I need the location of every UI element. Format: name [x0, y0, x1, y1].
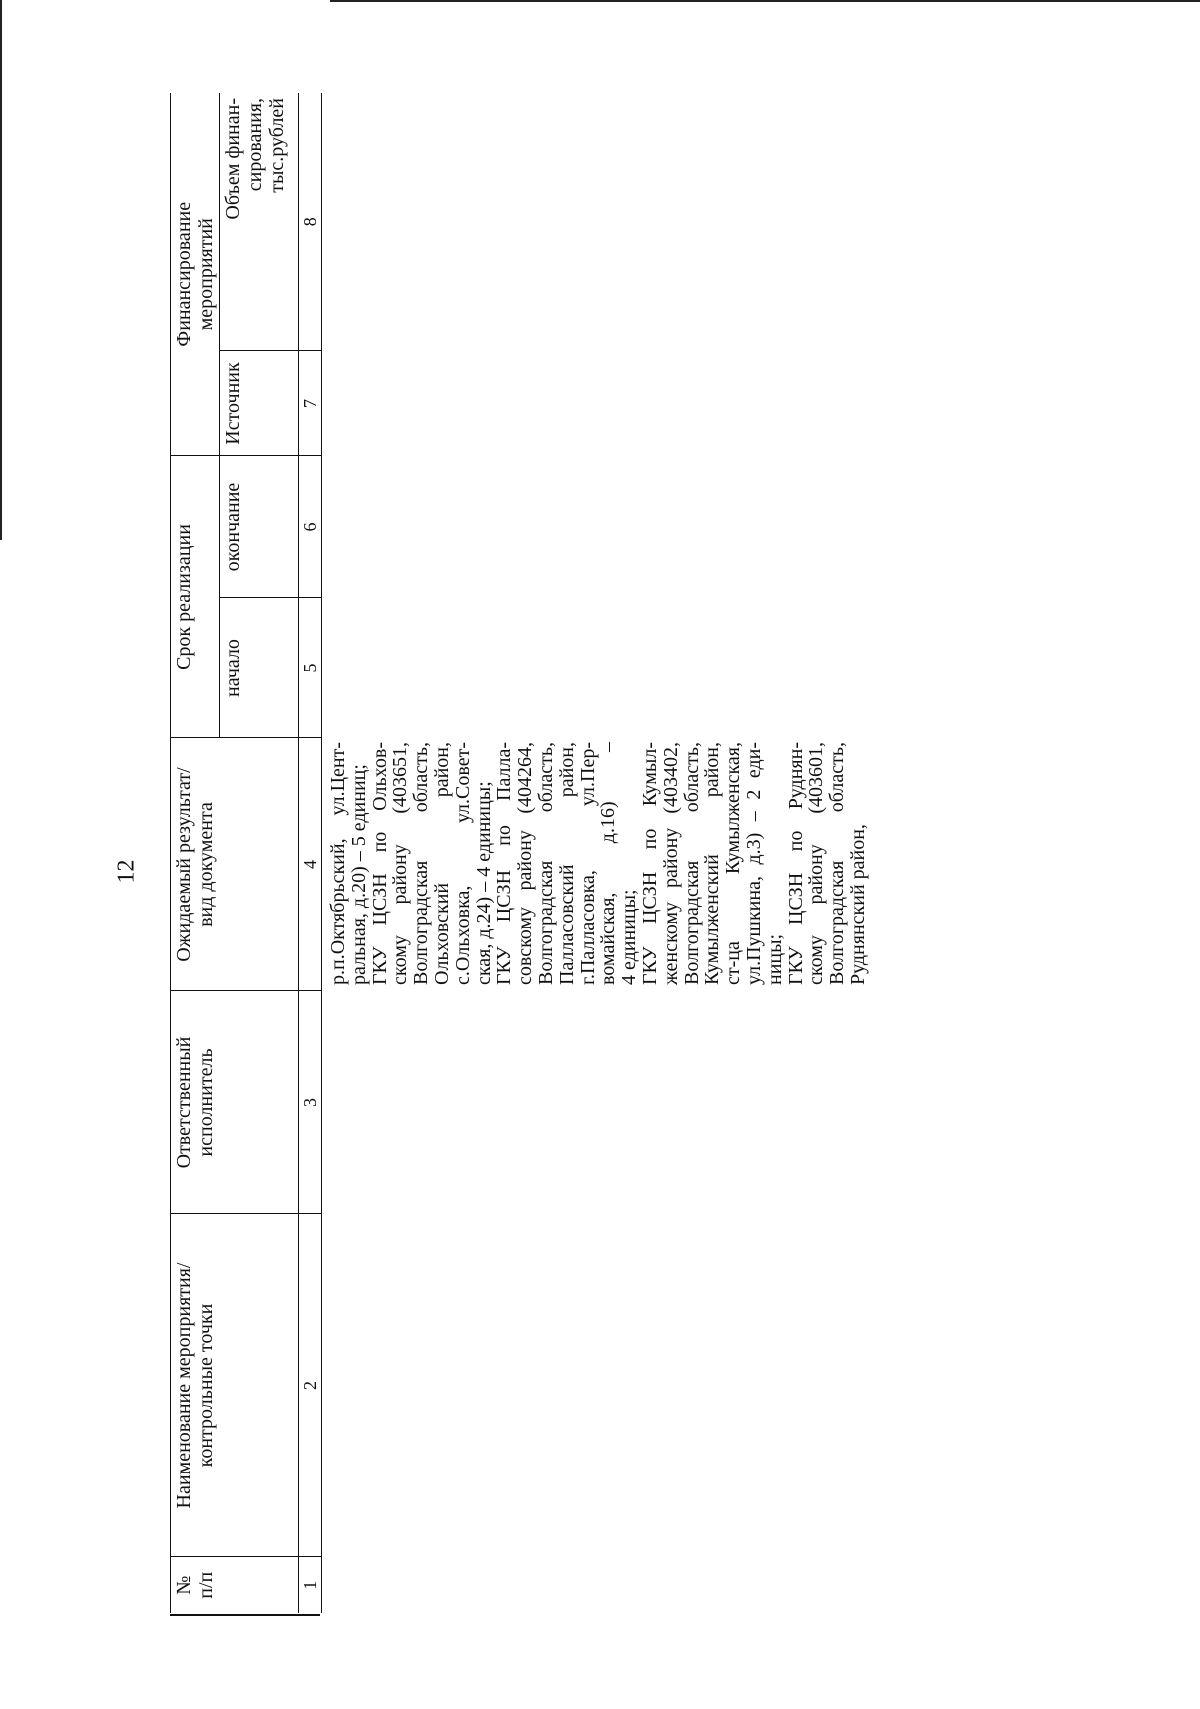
result-line: ул.Пушкина, д.3) – 2 еди-	[742, 742, 765, 985]
header-source: Источник	[220, 351, 299, 456]
result-line: ГКУ ЦСЗН по Палла-	[493, 742, 516, 985]
column-number: 8	[299, 93, 322, 351]
result-line: Кумылженский район,	[701, 742, 724, 985]
result-line: ская, д.24) – 4 единицы;	[472, 781, 495, 985]
result-line: скому району (403651,	[389, 742, 412, 985]
cell-executor	[322, 991, 869, 1214]
column-number: 6	[299, 456, 322, 598]
cell-volume	[322, 93, 869, 351]
result-line: Палласовский район,	[555, 742, 578, 985]
result-line: Ольховский район,	[430, 742, 453, 985]
result-line: р.п.Октябрьский, ул.Цент-	[327, 742, 349, 985]
result-line: Волгоградская область,	[680, 742, 703, 985]
result-line: вомайская, д.16) –	[597, 742, 620, 985]
header-result: Ожидаемый результат/ вид документа	[171, 738, 299, 991]
scan-edge-top	[330, 0, 1200, 2]
result-line: Волгоградская область,	[826, 742, 849, 985]
column-number: 5	[299, 598, 322, 738]
result-line: ГКУ ЦСЗН по Ольхов-	[368, 742, 391, 985]
cell-result	[322, 738, 869, 991]
cell-term-start	[322, 598, 869, 738]
header-no: № п/п	[171, 1557, 299, 1613]
cell-term-end	[322, 456, 869, 598]
plan-table	[170, 93, 869, 1613]
cell-no	[322, 1557, 869, 1613]
column-number: 3	[299, 991, 322, 1214]
result-line: ст-ца Кумылженская,	[722, 742, 745, 985]
result-line: Руднянский район,	[846, 824, 869, 985]
result-line: 4 единицы;	[618, 889, 641, 985]
header-volume: Объем финан- сирования, тыс.рублей	[220, 93, 299, 351]
result-line: с.Ольховка, ул.Совет-	[451, 742, 474, 985]
column-number: 1	[299, 1557, 322, 1613]
cell-name	[322, 1214, 869, 1557]
header-financing: Финансирование мероприятий	[171, 93, 220, 456]
result-line: г.Палласовка, ул.Пер-	[576, 742, 599, 985]
cell-source	[322, 351, 869, 456]
column-number: 7	[299, 351, 322, 456]
header-name: Наименование мероприятия/ контрольные точки	[171, 1214, 299, 1557]
table-edge-line	[170, 1614, 320, 1616]
header-term-start: начало	[220, 598, 299, 738]
column-number: 4	[299, 738, 322, 991]
result-line: Волгоградская область,	[534, 742, 557, 985]
result-line: ральная, д.20) – 5 единиц;	[347, 764, 370, 985]
result-line: ГКУ ЦСЗН по Кумыл-	[638, 742, 661, 985]
column-number: 2	[299, 1214, 322, 1557]
result-line: Волгоградская область,	[410, 742, 433, 985]
header-executor: Ответственный исполнитель	[171, 991, 299, 1214]
result-line: совскому району (404264,	[514, 742, 537, 985]
header-term-end: окончание	[220, 456, 299, 598]
header-term: Срок реализации	[171, 456, 220, 738]
scan-edge-left	[0, 0, 2, 540]
result-line: скому району (403601,	[805, 742, 828, 985]
page-number: 12	[113, 859, 140, 884]
result-line: ГКУ ЦСЗН по Руднян-	[784, 742, 807, 985]
rotated-table-wrapper	[170, 93, 869, 1613]
result-line: ницы;	[763, 933, 786, 985]
result-line: женскому району (403402,	[659, 742, 682, 985]
